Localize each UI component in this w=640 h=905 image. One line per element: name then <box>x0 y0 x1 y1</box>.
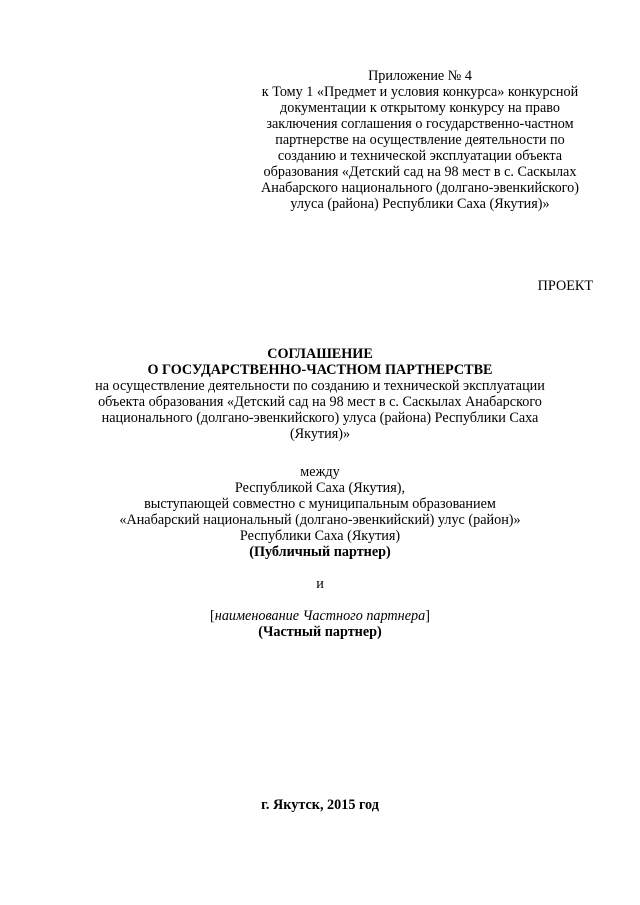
agreement-title: СОГЛАШЕНИЕ <box>267 346 373 362</box>
public-partner-role: (Публичный партнер) <box>249 544 391 560</box>
appendix-header <box>230 68 610 212</box>
appendix-line: к Тому 1 «Предмет и условия конкурса» конкурсной <box>261 84 579 100</box>
agreement-title-subject: О ГОСУДАРСТВЕННО-ЧАСТНОМ ПАРТНЕРСТВЕ <box>147 362 493 378</box>
agreement-title-block <box>0 346 640 640</box>
appendix-line: улуса (района) Республики Саха (Якутия)» <box>290 196 550 212</box>
and-text: и <box>316 576 324 592</box>
agreement-subtitle-line: (Якутия)» <box>289 426 351 442</box>
appendix-line: документации к открытому конкурсу на право <box>280 100 560 116</box>
private-partner-name <box>0 608 640 624</box>
agreement-subtitle-line: на осуществление деятельности по созданию и технической эксплуатации <box>95 378 545 394</box>
appendix-line: заключения соглашения о государственно-частном <box>266 116 574 132</box>
bracket-open: [ <box>210 608 215 624</box>
project-label: ПРОЕКТ <box>537 278 593 294</box>
public-partner-line: «Анабарский национальный (долгано-эвенкийский) улус (район)» <box>119 512 521 528</box>
between-text: между <box>300 464 340 480</box>
public-partner-line: Республикой Саха (Якутия), <box>234 480 406 496</box>
agreement-subtitle-line: национального (долгано-эвенкийского) улуса (района) Республики Саха <box>101 410 539 426</box>
appendix-line: партнерстве на осуществление деятельности по <box>275 132 565 148</box>
agreement-subtitle-line: объекта образования «Детский сад на 98 мест в с. Саскылах Анабарского <box>98 394 542 410</box>
bracket-close: ] <box>425 608 430 624</box>
appendix-line: созданию и технической эксплуатации объекта <box>277 148 563 164</box>
appendix-line: Приложение № 4 <box>368 68 472 84</box>
appendix-line: образования «Детский сад на 98 мест в с. Саскылах <box>263 164 577 180</box>
private-partner-placeholder: наименование Частного партнера <box>214 608 426 624</box>
public-partner-line: Республики Саха (Якутия) <box>239 528 401 544</box>
public-partner-line: выступающей совместно с муниципальным образованием <box>144 496 496 512</box>
appendix-line: Анабарского национального (долгано-эвенкийского) <box>261 180 579 196</box>
private-partner-role: (Частный партнер) <box>258 624 382 640</box>
city-year: г. Якутск, 2015 год <box>261 797 379 813</box>
